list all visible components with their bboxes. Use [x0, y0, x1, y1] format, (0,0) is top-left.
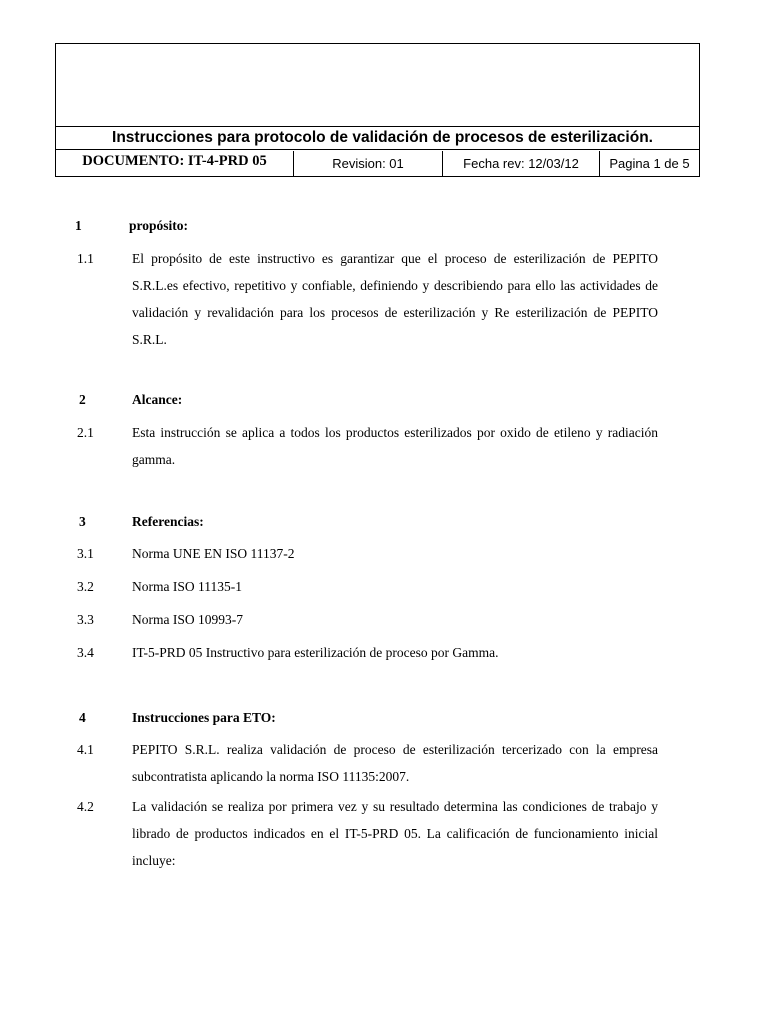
document-title: Instrucciones para protocolo de validación de procesos de esterilización.	[56, 127, 699, 150]
paragraph: El propósito de este instructivo es garantizar que el proceso de esterilización de PEPITO S.R.L.es efectivo, repetitivo y confiable, definiendo y describiendo para ello las actividades de validación y revalidación para los procesos de esterilización y Re esterilización de PEPITO S.R.L.	[132, 251, 658, 347]
document-header	[55, 43, 700, 177]
page-number: Pagina 1 de 5	[609, 156, 690, 171]
section-heading: Instrucciones para ETO:	[132, 710, 276, 725]
section-number: 3	[79, 514, 86, 529]
reference-line: Norma ISO 10993-7	[132, 612, 243, 627]
section-number: 4	[79, 710, 86, 725]
section-heading: Referencias:	[132, 514, 204, 529]
reference-line: Norma UNE EN ISO 11137-2	[132, 546, 295, 561]
paragraph: Esta instrucción se aplica a todos los productos esterilizados por oxido de etileno y radiación gamma.	[132, 425, 658, 467]
section-heading: propósito:	[129, 218, 189, 233]
paragraph: PEPITO S.R.L. realiza validación de proceso de esterilización tercerizado con la empresa subcontratista aplicando la norma ISO 11135:2007.	[132, 742, 658, 784]
section-number: 2	[79, 392, 86, 407]
revision-number: Revision: 01	[294, 151, 443, 176]
item-number: 4.1	[77, 742, 94, 757]
item-number: 1.1	[77, 251, 94, 266]
revision-date: Fecha rev: 12/03/12	[443, 151, 600, 176]
reference-line: Norma ISO 11135-1	[132, 579, 242, 594]
logo-area	[56, 44, 699, 127]
document-code: DOCUMENTO: IT-4-PRD 05	[56, 151, 294, 176]
item-number: 3.4	[77, 645, 94, 660]
item-number: 3.1	[77, 546, 94, 561]
item-number: 3.3	[77, 612, 94, 627]
item-number: 3.2	[77, 579, 94, 594]
item-number: 2.1	[77, 425, 94, 440]
reference-line: IT-5-PRD 05 Instructivo para esterilización de proceso por Gamma.	[132, 645, 499, 660]
section-number: 1	[75, 218, 82, 233]
section-heading: Alcance:	[132, 392, 183, 407]
paragraph: La validación se realiza por primera vez y su resultado determina las condiciones de trabajo y librado de productos indicados en el IT-5-PRD 05. La calificación de funcionamiento inicial incluye:	[132, 799, 658, 868]
item-number: 4.2	[77, 799, 94, 814]
header-info-row	[56, 151, 699, 176]
